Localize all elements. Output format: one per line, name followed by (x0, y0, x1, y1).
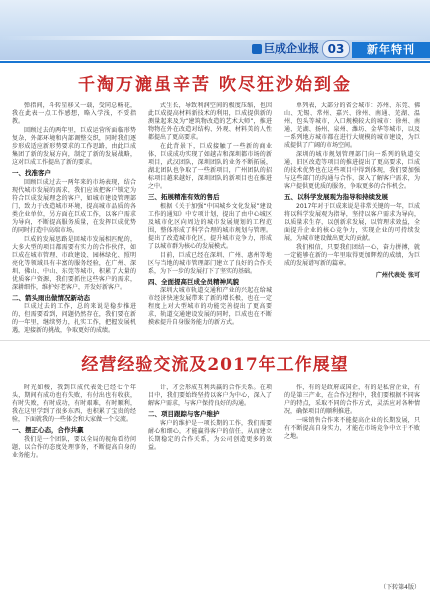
section-heading: 二、箭头雨出做情况新动态 (12, 293, 90, 302)
paragraph: 我们是一个团队，要以全局的视角看待问题，以合作的态度处理事务，不断提高自身的业务能力。 (12, 435, 136, 459)
paragraph: 我们相信，只要我们团结一心，奋力拼搏，就一定能够在新的一年里取得更加辉煌的成绩，为巨成的发展谱写新的篇章。 (284, 243, 420, 267)
header-rule (0, 61, 430, 63)
section-heading: 五、以科学发展观为指导和持续发展 (284, 193, 388, 201)
paragraph: 回顾巨成过去一两年来的市场表现，结合现代城市发展的需求，我们应该把客户锁定为符合巨成发展理念的客户，如城市建设管理部门，致力于改造城市环境，提高城市品质的各类企业单位，另方面在巨成工作，以客户需求为导向，不断提高服务质量，在发挥巨成优势的同时打造中高端市场。 (12, 178, 136, 234)
article2-title: 经营经验交流及2017年工作展望 (81, 355, 349, 375)
section-heading: 二、项目跟踪与客户维护 (148, 410, 220, 418)
publication-logo: 巨成企业报 (264, 42, 319, 55)
article2-column-1 (12, 384, 136, 584)
article1-title: 千淘万漉虽辛苦 吹尽狂沙始到金 (78, 75, 352, 95)
paragraph: 式生长，导致利润空间的极度压缩，也因此巨成提高材料新技术的利用，巨成提供新的测量起来及为“建筑物改造的艺术大师”，推进物物在外在改造对结构、外观、材料美的人性都提出了更高要求。 (148, 102, 272, 141)
paragraph: 客户的维护是一项长期的工作，我们需要耐心和细心，才能赢得客户的信任，从而建立长期稳定的合作关系，为公司创造更多的效益。 (148, 419, 272, 451)
author-byline: 广州代表处 张可 (375, 271, 420, 279)
section-heading: 一、找准客户 (12, 169, 51, 177)
paragraph: 2017年对于巨成来说是非常关键的一年，巨成将以科学发展观为指导，坚持以客户需求为导向，以质量求生存，以创新求发展，以管理求效益，全面提升企业的核心竞争力，实现企业的可持续发展，为城市建设做出更大的贡献。 (284, 202, 420, 242)
continued-note: （下转第4版） (380, 584, 420, 591)
article1-column-2 (148, 102, 272, 342)
section-banner: 新年特刊 (352, 42, 430, 58)
paragraph: 弹指间，斗转星移又一载，受同总畅花，我在此表一点工作感想，略入学浅，不妥指教。 (12, 102, 136, 125)
paragraph: 单列表，大部分的省会城市：苏州、东莞、佛山、无锡、常州、嘉兴、徐州、南通、芜湖、温州、包头等城市，入口规模较大的城市：徐州、南通、芜湖、扬州、泉州、潍坊、金华等城市，以及一系列地方城市都在进行大规模的城市建设，为巨成提供了广阔的市场空间。 (284, 102, 420, 149)
paragraph: 作，有的是政府或国企，有的是私营企业，有的是第三产业，在合作过程中，我们要根据不同客户的特点，采取不同的合作方式，灵活应对各种情况，确保项目的顺利推进。 (284, 384, 420, 415)
page-header (0, 0, 430, 60)
paragraph: 巨成过去的工作，总的来说是稳步推进的，但需要看到，问题仍然存在，我们要在新的一年里，继续努力，扎实工作，把握发展机遇，迎接新的挑战，争取更好的成绩。 (12, 303, 136, 334)
header-decoration (0, 36, 430, 40)
article1-column-3 (284, 102, 420, 342)
paragraph: 目前，巨成已经在深圳、广州、惠州等地区与当地的城市管理部门建立了良好的合作关系，为下一步的发展打下了坚实的基础。 (148, 251, 272, 275)
paragraph: 在此背景下，巨成接触了一些新的商业体，巨成成功实现了如越吉和深圳都市场的新项目，武汉团队，深圳团队的业务不断拓展，湖北团队也争取了一些新项目，广州团队的招标项目越来越好，深圳团队的新项目也在推进之中。 (148, 143, 272, 190)
paragraph: 一味销售合作来不能提高企业的长期发展，只有不断提高自身实力，才能在市场竞争中立于不败之地。 (284, 417, 420, 440)
paragraph: 回顾过去的两年里，巨成运营所面临形势复杂，外部环境和内部调整交织，同时我们逐步形成适应新形势要求的工作思路，由此巨成集团了新的发展方向，制定了新的发展战略，这对巨成工作提出了新的要求。 (12, 127, 136, 166)
paragraph: 深圳大城市轨道交通和产业的兴起在给城市经济快速发展带来了新的增长极，也在一定程度上对大型城市的功能完善提出了更高要求，轨道交通建设发展的同时，巨成也在不断摸索提升自身服务能力的新方式。 (148, 287, 272, 326)
paragraph: 根据《关于加强“中国城乡文化发展”建设工作的通知》中专项计划，提出了由中心城区及城市化区向周边的城市发展规划的工程范围，整体形成了科学合理的城市规划与管理。提出了改造城市化区，提升城市竞争力，形成了以城市群为核心的发展模式。 (148, 202, 272, 250)
article2-column-2 (148, 384, 272, 584)
paragraph: 巨成的发展思路是回城市发展相匹配的，大多大型的项目都需要有实力的合作伙伴，如巨成在城市管理、市政建设、园林绿化、照明亮化等领域具有丰富的服务经验，在广州、深圳、佛山、中山、东莞等城市，积累了大量的优质客户资源，我们要抓住这些客户的需求，深耕细作，维护好老客户，开发好新客户。 (12, 235, 136, 291)
paragraph: 时光如梭，我到巨成代表处已经七个年头，期间有成功也有失败，有付出也有收获，有时失败，有时成功，有时艰难，有时顺利，我在这里学到了很多东西，也积累了宝贵的经验，下面就我的一些体会和大家做一个交流。 (12, 384, 136, 423)
paragraph: 计，才会形成互利共赢的合作关系。在项目中，我们要始终坚持以客户为中心，深入了解客户需求，与客户保持良好的沟通。 (148, 384, 272, 407)
page-number: 03 (322, 40, 350, 58)
article-separator (0, 340, 430, 341)
section-heading: 一、摆正心态，合作共赢 (12, 426, 84, 434)
logo-icon (252, 44, 262, 54)
section-heading: 四、全面提高巨成全员精神风貌 (148, 277, 239, 286)
section-heading: 三、拓展精准有效的售后 (148, 193, 220, 201)
article1-column-1 (12, 102, 136, 342)
paragraph: 深圳的城市规划管理部门向一系列的轨道交通、旧区改造等项目的推进提出了更高要求，巨成的技术优势也在这些项目中得到体现，我们要加强与这些部门的沟通与合作，深入了解客户需求，为客户提供更优质的服务，争取更多的合作机会。 (284, 151, 420, 190)
article2-column-3 (284, 384, 420, 576)
